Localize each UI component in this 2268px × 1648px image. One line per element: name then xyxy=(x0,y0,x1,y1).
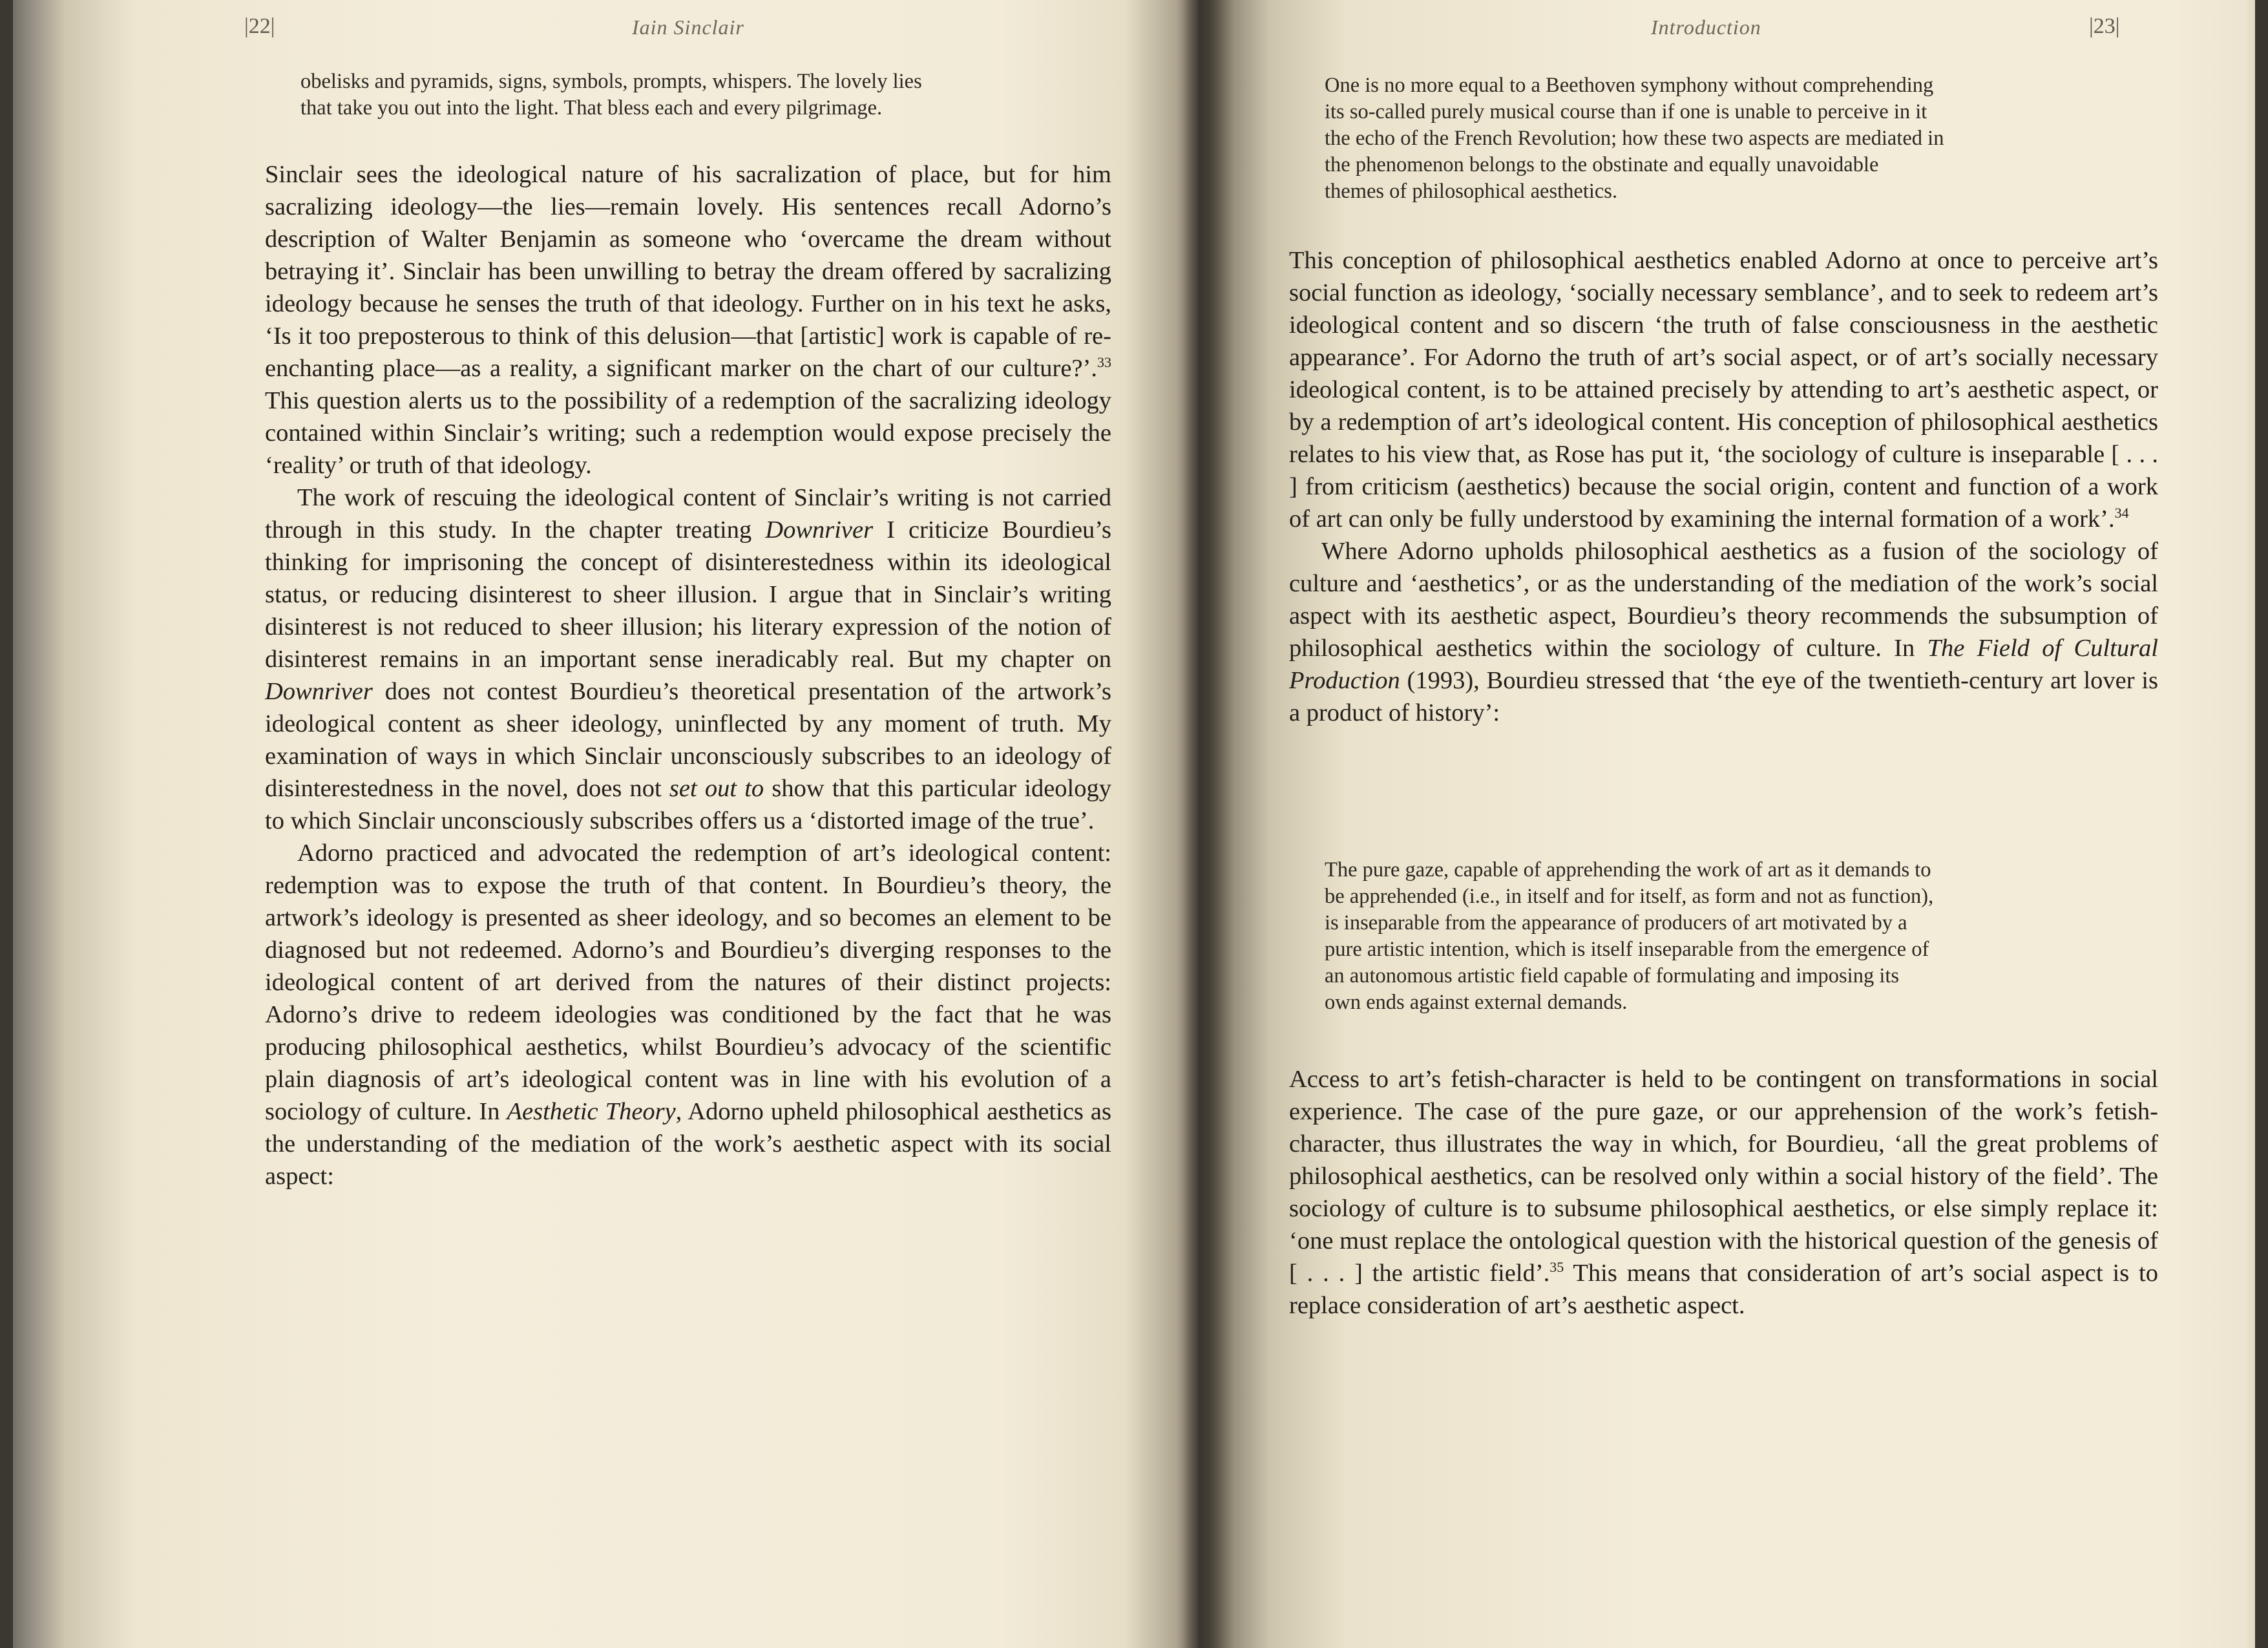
quote-line: The pure gaze, capable of apprehending the work of art as it demands to xyxy=(1325,858,1931,882)
right-page-number: |23| xyxy=(2089,14,2120,38)
paragraph: Where Adorno upholds philosophical aesthetics as a fusion of the sociology of culture and ‘aesthetics’, or as the understanding of the mediation of the work’s social aspect with its aesthetic aspect, Bourdieu’s theory recommends the subsumption of philosophical aesthetics within the sociology of culture. In The Field of Cultural Production (1993), Bourdieu stressed that ‘the eye of the twentieth-century art lover is a product of history’: xyxy=(1289,538,2159,726)
quote-line: the phenomenon belongs to the obstinate and equally unavoidable xyxy=(1325,153,1879,176)
paragraph: Access to art’s fetish-character is held to be contingent on transformations in social experience. The case of the pure gaze, or our apprehension of the work’s fetish-character, thus illustrates the way in which, for Bourdieu, ‘all the great problems of philosophical aesthetics, can be resolved only within a social history of the field’. The sociology of culture is to subsume philosophical aesthetics, or else simply replace it: ‘one must replace the ontological question with the historical question of the genesis of [ . . . ] the artistic field’.$^{35}$ This means that consideration of art’s social aspect is to replace consideration of art’s aesthetic aspect. xyxy=(1289,1066,2158,1319)
left-block-quote xyxy=(300,69,1076,121)
left-running-head: Iain Sinclair xyxy=(632,16,744,39)
paragraph: The work of rescuing the ideological content of Sinclair’s writing is not carried through in this study. In the chapter treating Downriver I criticize Bourdieu’s thinking for imprisoning the concept of disinterestedness within its ideological status, or reducing disinterest to sheer illusion. I argue that in Sinclair’s writing disinterest is not reduced to sheer illusion; his literary expression of the notion of disinterest remains in an important sense ineradicably real. But my chapter on Downriver does not contest Bourdieu’s theoretical presentation of the artwork’s ideological content as sheer ideology, uninflected by any moment of truth. My examination of ways in which Sinclair unconsciously subscribes to an ideology of disinterestedness in the novel, does not set out to show that this particular ideology to which Sinclair unconsciously subscribes offers us a ‘distorted image of the true’. xyxy=(265,484,1111,834)
quote-line: pure artistic intention, which is itself inseparable from the emergence of xyxy=(1325,938,1929,961)
paragraph: Adorno practiced and advocated the redemption of art’s ideological content: redemption was to expose the truth of that content. In Bourdieu’s theory, the artwork’s ideology is presented as sheer ideology, and so becomes an element to be diagnosed but not redeemed. Adorno’s and Bourdieu’s diverging responses to the ideological content of art derived from the natures of their distinct projects: Adorno’s drive to redeem ideologies was conditioned by the fact that he was producing philosophical aesthetics, whilst Bourdieu’s advocacy of the scientific plain diagnosis of art’s ideological content was in line with his evolution of a sociology of culture. In Aesthetic Theory, Adorno upheld philosophical aesthetics as the understanding of the mediation of the work’s aesthetic aspect with its social aspect: xyxy=(265,840,1111,1190)
right-body-text-upper xyxy=(1289,244,2158,729)
quote-line: One is no more equal to a Beethoven symphony without comprehending xyxy=(1325,74,1934,97)
quote-line: an autonomous artistic field capable of formulating and imposing its xyxy=(1325,964,1900,988)
right-body-text-lower xyxy=(1289,1063,2158,1322)
quote-line: be apprehended (i.e., in itself and for itself, as form and not as function), xyxy=(1325,885,1934,908)
quote-line: its so-called purely musical course than if one is unable to perceive in it xyxy=(1325,100,1927,123)
quote-line: that take you out into the light. That bless each and every pilgrimage. xyxy=(300,96,883,120)
left-body-text xyxy=(265,158,1111,1192)
right-block-quote xyxy=(1325,72,2158,205)
quote-line: themes of philosophical aesthetics. xyxy=(1325,180,1618,203)
left-scan-edge xyxy=(0,0,13,1648)
right-running-head: Introduction xyxy=(1651,16,1761,39)
quote-line: the echo of the French Revolution; how these two aspects are mediated in xyxy=(1325,127,1944,150)
paragraph: This conception of philosophical aesthetics enabled Adorno at once to perceive art’s social function as ideology, ‘socially necessary semblance’, and to seek to redeem art’s ideological content and so discern ‘the truth of false consciousness in the aesthetic appearance’. For Adorno the truth of art’s social aspect, or of art’s socially necessary ideological content, is to be attained precisely by attending to art’s aesthetic aspect, or by a redemption of art’s ideological content. His conception of philosophical aesthetics relates to his view that, as Rose has put it, ‘the sociology of culture is inseparable [ . . . ] from criticism (aesthetics) because the social origin, content and function of a work of art can only be fully understood by examining the internal formation of a work’.$^{34}$ xyxy=(1289,247,2158,533)
quote-line: is inseparable from the appearance of producers of art motivated by a xyxy=(1325,911,1907,935)
footnote-ref: 34 xyxy=(2114,505,2129,522)
quote-line: own ends against external demands. xyxy=(1325,991,1628,1014)
right-block-quote-2 xyxy=(1325,857,2158,1016)
footnote-ref: 35 xyxy=(1549,1259,1564,1276)
footnote-ref: 33 xyxy=(1097,354,1111,371)
paragraph: Sinclair sees the ideological nature of his sacralization of place, but for him sacralizing ideology—the lies—remain lovely. His sentences recall Adorno’s description of Walter Benjamin as someone who ‘overcame the dream without betraying it’. Sinclair has been unwilling to betray the dream offered by sacralizing ideology because he senses the truth of that ideology. Further on in his text he asks, ‘Is it too preposterous to think of this delusion—that [artistic] work is capable of re-enchanting place—as a reality, a significant marker on the chart of our culture?’.$^{33}$ This question alerts us to the possibility of a redemption of the sacralizing ideology contained within Sinclair’s writing; such a redemption would expose precisely the ‘reality’ or truth of that ideology. xyxy=(265,161,1111,479)
quote-line: obelisks and pyramids, signs, symbols, prompts, whispers. The lovely lies xyxy=(300,70,922,93)
right-page xyxy=(1199,0,2268,1648)
right-scan-edge xyxy=(2255,0,2268,1648)
book-gutter xyxy=(1176,0,1234,1648)
left-page-number: |22| xyxy=(244,14,275,38)
